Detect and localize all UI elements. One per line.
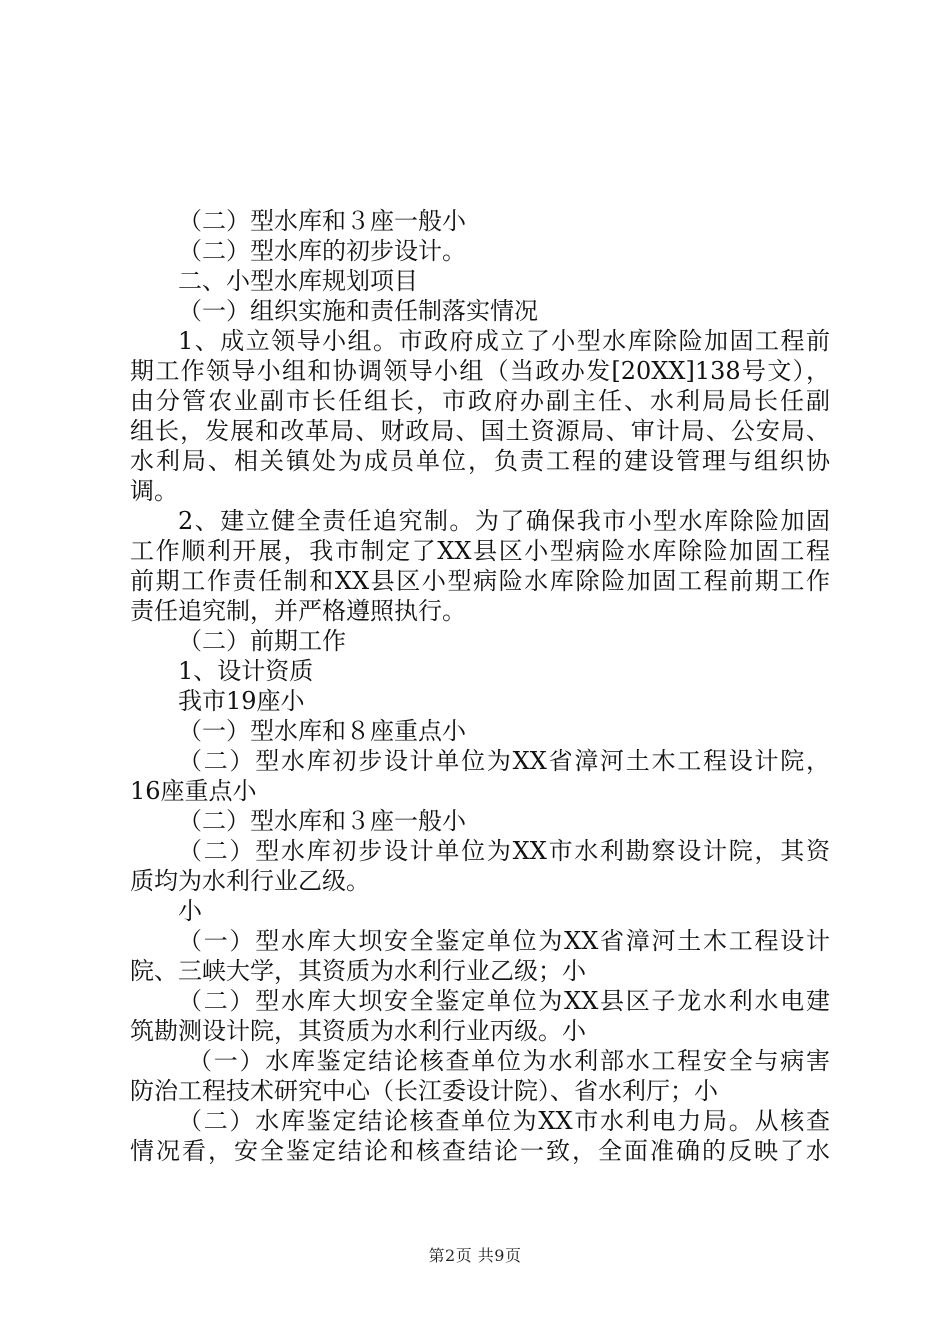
text-line: 1、设计资质 — [178, 657, 314, 685]
text-line: 防治工程技术研究中心（长江委设计院）、省水利厅；小 — [130, 1077, 718, 1105]
text-line: 筑勘测设计院，其资质为水利行业丙级。小 — [130, 1017, 586, 1045]
text-line: （二）型水库和３座一般小 — [178, 807, 466, 835]
text-line: 质均为水利行业乙级。 — [130, 867, 370, 895]
document-body — [130, 206, 830, 1166]
page-footer: 第2页 共9页 — [428, 1246, 522, 1265]
text-line: 水利局、相关镇处为成员单位，负责工程的建设管理与组织协 — [130, 447, 830, 475]
text-line: 二、小型水库规划项目 — [178, 267, 418, 295]
text-line: （二）前期工作 — [178, 627, 346, 655]
text-line: （二）水库鉴定结论核查单位为XX市水利电力局。从核查 — [178, 1107, 830, 1135]
text-line: （二）型水库初步设计单位为XX省漳河土木工程设计院， — [178, 747, 830, 775]
text-line: 1、成立领导小组。市政府成立了小型水库除险加固工程前 — [178, 327, 830, 355]
text-line: 工作顺利开展，我市制定了XX县区小型病险水库除险加固工程 — [130, 537, 830, 565]
text-line: 责任追究制，并严格遵照执行。 — [130, 597, 466, 625]
text-line: （二）型水库大坝安全鉴定单位为XX县区子龙水利水电建 — [178, 987, 830, 1015]
text-line: （二）型水库的初步设计。 — [178, 237, 466, 265]
text-line: （一）型水库和８座重点小 — [178, 717, 466, 745]
text-line: 调。 — [130, 477, 178, 505]
text-line: 前期工作责任制和XX县区小型病险水库除险加固工程前期工作 — [130, 567, 830, 595]
text-line: 小 — [178, 897, 202, 925]
text-line: 院、三峡大学，其资质为水利行业乙级；小 — [130, 957, 586, 985]
text-line: （一）型水库大坝安全鉴定单位为XX省漳河土木工程设计 — [178, 927, 830, 955]
text-line: 我市19座小 — [178, 687, 305, 715]
text-line: 期工作领导小组和协调领导小组（当政办发[20XX]138号文）， — [130, 357, 830, 385]
text-line: 由分管农业副市长任组长，市政府办副主任、水利局局长任副 — [130, 387, 830, 415]
text-line: 2、建立健全责任追究制。为了确保我市小型水库除险加固 — [178, 507, 830, 535]
text-line: 16座重点小 — [130, 777, 257, 805]
text-line: （一）水库鉴定结论核查单位为水利部水工程安全与病害 — [188, 1047, 830, 1075]
text-line: 情况看，安全鉴定结论和核查结论一致，全面准确的反映了水 — [130, 1137, 830, 1165]
text-line: （一）组织实施和责任制落实情况 — [178, 297, 538, 325]
text-line: （二）型水库初步设计单位为XX市水利勘察设计院，其资 — [178, 837, 830, 865]
text-line: 组长，发展和改革局、财政局、国土资源局、审计局、公安局、 — [130, 417, 830, 445]
text-line: （二）型水库和３座一般小 — [178, 207, 466, 235]
